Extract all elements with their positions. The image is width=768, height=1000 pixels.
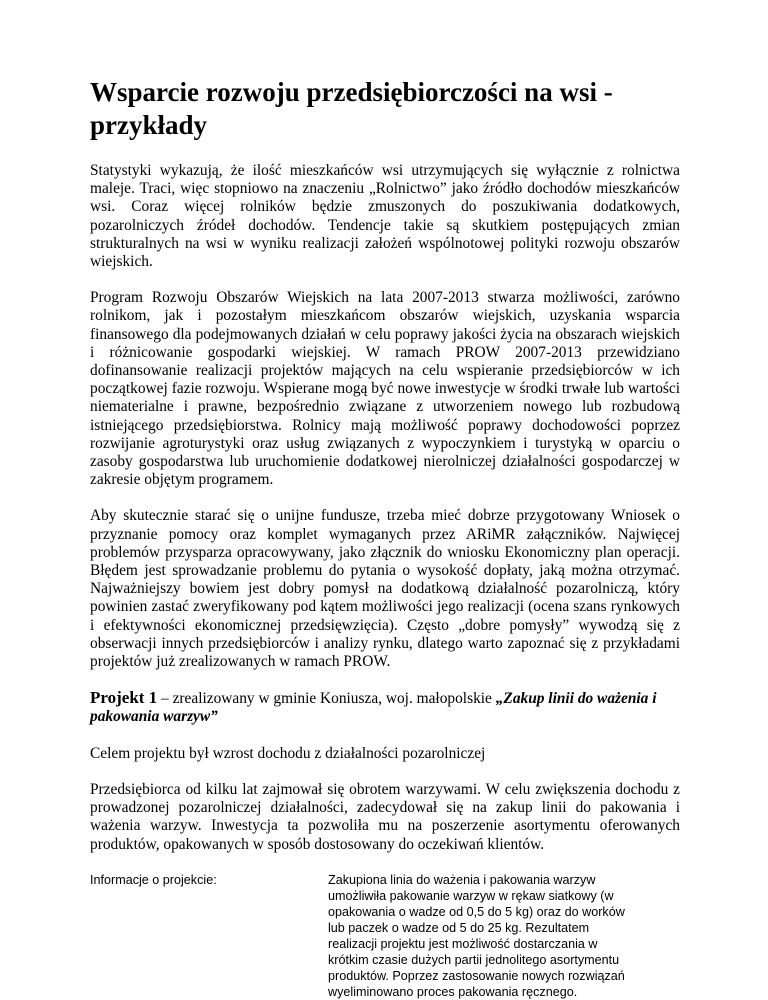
project-info-text: Zakupiona linia do ważenia i pakowania warzyw umożliwiła pakowanie warzyw w rękaw siatkowy (w opakowania o wadze od 0,5 do 5 kg) oraz do worków lub paczek o wadze od 5 do 25 kg. Rezultatem realizacji projektu jest możliwość dostarczania w krótkim czasie dużych partii jednolitego asortymentu produktów. Poprzez zastosowanie nowych rozwiązań wyeliminowano proces pakowania ręcznego. xyxy=(328,872,625,999)
paragraph-statistics: Statystyki wykazują, że ilość mieszkańców wsi utrzymujących się wyłącznie z rolnictwa maleje. Traci, więc stopniowo na znaczeniu „Rolnictwo” jako źródło dochodów mieszkańców wsi. Coraz więcej rolników będzie zmuszonych do poszukiwania dodatkowych, pozarolniczych źródeł dochodów. Tendencje takie są skutkiem postępujących zmian strukturalnych na wsi w wyniku realizacji założeń wspólnotowej polityki rozwoju obszarów wiejskich. xyxy=(90,162,680,271)
project-number: Projekt 1 xyxy=(90,688,158,708)
document-page xyxy=(90,76,680,1000)
project-description: Przedsiębiorca od kilku lat zajmował się obrotem warzywami. W celu zwiększenia dochodu z prowadzonej pozarolniczej działalności, zadecydował się na zakup linii do pakowania i ważenia warzyw. Inwestycja ta pozwoliła mu na poszerzenie asortymentu oferowanych produktów, opakowanych w sposób dostosowany do oczekiwań klientów. xyxy=(90,780,680,853)
paragraph-prow-program: Program Rozwoju Obszarów Wiejskich na lata 2007-2013 stwarza możliwości, zarówno rolnikom, jak i pozostałym mieszkańcom obszarów wiejskich, uzyskania wsparcia finansowego dla podejmowanych działań w celu poprawy jakości życia na obszarach wiejskich i różnicowanie gospodarki wiejskiej. W ramach PROW 2007-2013 przewidziano dofinansowanie realizacji projektów mających na celu wspieranie przedsiębiorców w ich początkowej fazie rozwoju. Wspierane mogą być nowe inwestycje w środki trwałe lub wartości niematerialne i prawne, bezpośrednio związane z utworzeniem nowego lub rozbudową istniejącego przedsiębiorstwa. Rolnicy mają możliwość poprawy dochodowości poprzez rozwijanie agroturystyki oraz usług związanych z wypoczynkiem i turystyką w oparciu o zasoby gospodarstwa lub uruchomienie dodatkowej nierolniczej działalności gospodarczej w zakresie objętym programem. xyxy=(90,289,680,489)
project-heading xyxy=(90,689,680,726)
page-title: Wsparcie rozwoju przedsiębiorczości na wsi - przykłady xyxy=(90,77,613,140)
paragraph-application-advice: Aby skutecznie starać się o unijne fundusze, trzeba mieć dobrze przygotowany Wniosek o przyznanie pomocy oraz komplet wymaganych przez ARiMR załączników. Najwięcej problemów przysparza opracowywany, jako złącznik do wniosku Ekonomiczny plan operacji. Błędem jest sprowadzanie problemu do pytania o wysokość dopłaty, jaką można otrzymać. Najważniejszy bowiem jest dobry pomysł na dodatkową działalność pozarolniczą, który powinien zastać zweryfikowany pod kątem możliwości jego realizacji (ocena szans rynkowych i efektywności ekonomicznej przedsięwzięcia). Często „dobre pomysły” wywodzą się z obserwacji innych przedsiębiorców i analizy rynku, dlatego warto zapoznać się z przykładami projektów już zrealizowanych w ramach PROW. xyxy=(90,507,680,671)
project-goal: Celem projektu był wzrost dochodu z działalności pozarolniczej xyxy=(90,744,486,762)
project-title: „Zakup linii do ważenia i pakowania warzyw” xyxy=(90,690,657,726)
project-info-row xyxy=(90,872,680,1000)
project-info-label: Informacje o projekcie: xyxy=(90,872,217,887)
project-location: – zrealizowany w gminie Koniusza, woj. małopolskie xyxy=(157,690,496,708)
